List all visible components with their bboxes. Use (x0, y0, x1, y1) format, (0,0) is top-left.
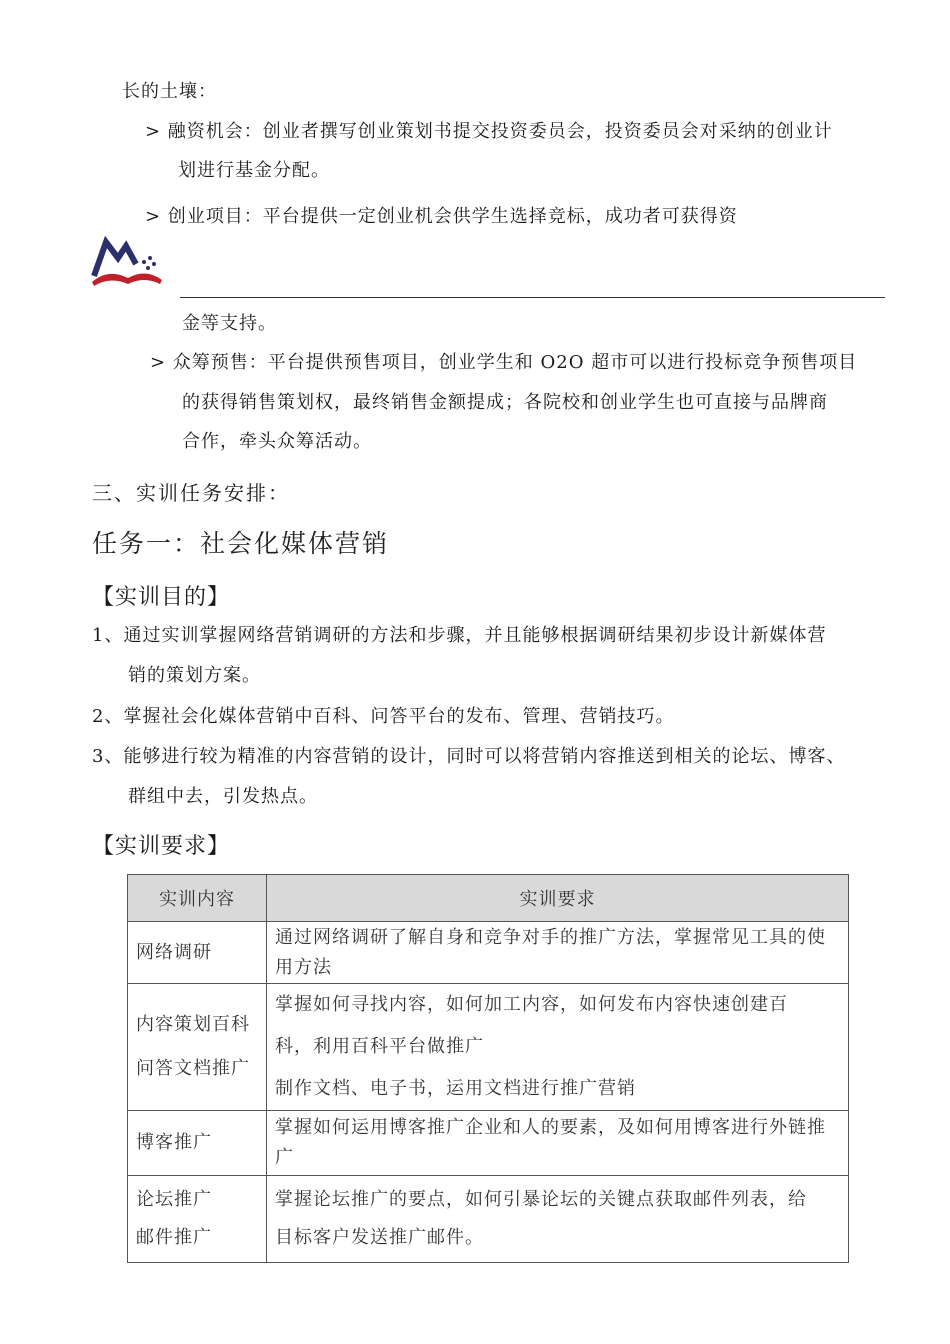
requirements-table (127, 874, 849, 1263)
text-line-5: 金等支持。 (182, 313, 277, 334)
cell-text: 目标客户发送推广邮件。 (275, 1227, 484, 1248)
school-logo (88, 232, 168, 288)
table-cell-requirement (267, 922, 849, 984)
section-heading: 三、实训任务安排： (92, 481, 290, 505)
table-header-row (128, 875, 849, 922)
table-header-requirement: 实训要求 (267, 875, 849, 922)
cell-text: 邮件推广 (136, 1227, 212, 1248)
purpose-line-2: 销的策划方案。 (128, 665, 261, 686)
table-row (128, 1176, 849, 1263)
table-header-content: 实训内容 (128, 875, 267, 922)
text-line-2: > 融资机会：创业者撰写创业策划书提交投资委员会，投资委员会对采纳的创业计 (145, 121, 833, 142)
table-row (128, 984, 849, 1111)
task-title: 任务一：社会化媒体营销 (92, 529, 390, 558)
cell-text: 论坛推广 (136, 1189, 212, 1210)
cell-text: 通过网络调研了解自身和竞争对手的推广方法，掌握常见工具的使用方法 (275, 926, 826, 978)
table-cell-content (128, 1111, 267, 1176)
text-line-6: > 众筹预售：平台提供预售项目，创业学生和 O2O 超市可以进行投标竞争预售项目 (150, 352, 858, 373)
table-cell-content (128, 984, 267, 1111)
requirements-heading: 【实训要求】 (92, 834, 231, 859)
purpose-line-5: 群组中去，引发热点。 (128, 786, 318, 807)
table-row (128, 1111, 849, 1176)
text-line-4: > 创业项目：平台提供一定创业机会供学生选择竞标，成功者可获得资 (145, 206, 738, 227)
cell-text: 制作文档、电子书，运用文档进行推广营销 (275, 1078, 636, 1099)
text-line-3: 划进行基金分配。 (178, 160, 330, 181)
purpose-line-4: 3、能够进行较为精准的内容营销的设计，同时可以将营销内容推送到相关的论坛、博客、 (92, 746, 846, 767)
table-row (128, 922, 849, 984)
cell-text: 掌握如何寻找内容，如何加工内容，如何发布内容快速创建百 (275, 994, 788, 1015)
text-line-8: 合作，牵头众筹活动。 (182, 431, 372, 452)
cell-text: 问答文档推广 (136, 1058, 250, 1079)
table-cell-content (128, 922, 267, 984)
purpose-heading: 【实训目的】 (92, 585, 231, 610)
header-rule (180, 297, 885, 298)
table-cell-requirement (267, 1111, 849, 1176)
cell-text: 掌握论坛推广的要点，如何引暴论坛的关键点获取邮件列表，给 (275, 1189, 807, 1210)
table-cell-content (128, 1176, 267, 1263)
cell-text: 科，利用百科平台做推广 (275, 1036, 484, 1057)
table-cell-requirement (267, 984, 849, 1111)
cell-text: 网络调研 (136, 941, 212, 963)
purpose-line-3: 2、掌握社会化媒体营销中百科、问答平台的发布、管理、营销技巧。 (92, 706, 675, 727)
cell-text: 博客推广 (136, 1132, 212, 1153)
cell-text: 内容策划百科 (136, 1014, 250, 1035)
table-cell-requirement (267, 1176, 849, 1263)
cell-text: 掌握如何运用博客推广企业和人的要素，及如何用博客进行外链推广 (275, 1117, 826, 1168)
text-line-1: 长的土壤： (122, 81, 217, 102)
purpose-line-1: 1、通过实训掌握网络营销调研的方法和步骤，并且能够根据调研结果初步设计新媒体营 (92, 625, 827, 646)
text-line-7: 的获得销售策划权，最终销售金额提成；各院校和创业学生也可直接与品牌商 (182, 392, 828, 413)
